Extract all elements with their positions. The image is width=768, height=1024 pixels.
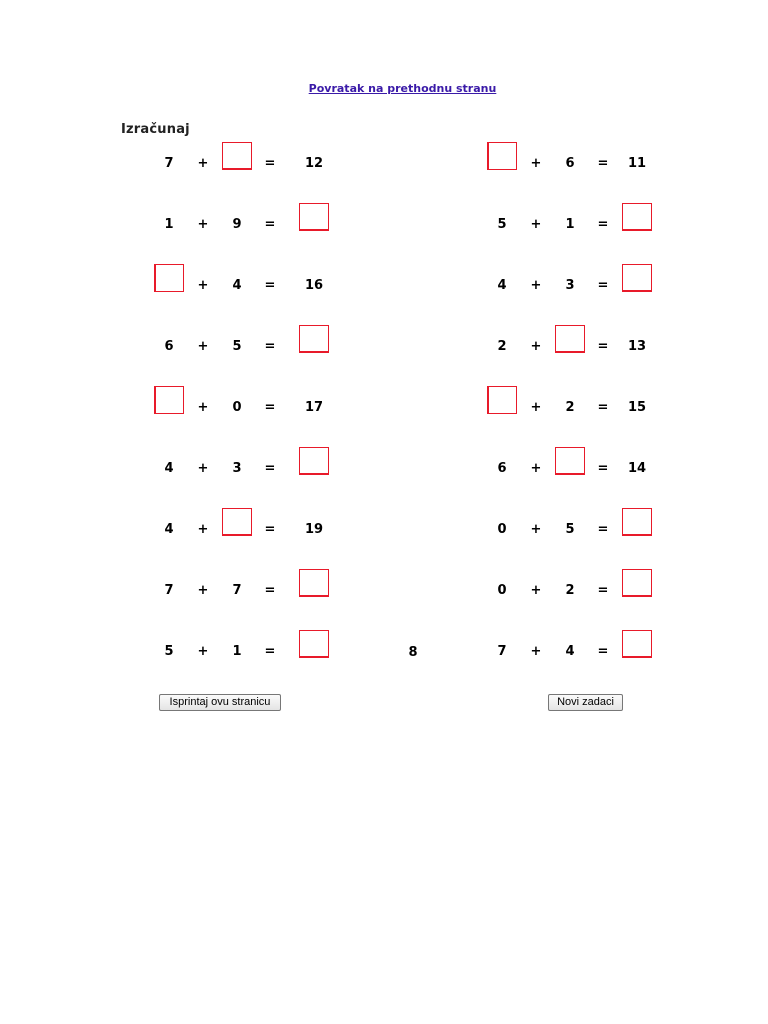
equals-sign: = [597, 217, 609, 232]
first-addend: 6 [497, 461, 507, 476]
sum: 19 [304, 522, 324, 537]
first-addend: 4 [164, 461, 174, 476]
equals-sign: = [264, 400, 276, 415]
answer-box-first-addend[interactable] [487, 386, 517, 414]
equals-sign: = [264, 522, 276, 537]
first-addend: 4 [164, 522, 174, 537]
first-addend: 4 [497, 278, 507, 293]
plus-sign: + [197, 217, 209, 232]
answer-box-sum[interactable] [299, 203, 329, 231]
answer-box-sum[interactable] [299, 447, 329, 475]
sum: 15 [627, 400, 647, 415]
equals-sign: = [597, 583, 609, 598]
equals-sign: = [597, 522, 609, 537]
print-button[interactable]: Isprintaj ovu stranicu [159, 694, 281, 711]
first-addend: 5 [497, 217, 507, 232]
answer-box-first-addend[interactable] [487, 142, 517, 170]
sum: 11 [627, 156, 647, 171]
plus-sign: + [197, 461, 209, 476]
plus-sign: + [197, 156, 209, 171]
sum: 13 [627, 339, 647, 354]
second-addend: 2 [565, 400, 575, 415]
equals-sign: = [264, 644, 276, 659]
answer-box-sum[interactable] [622, 508, 652, 536]
equals-sign: = [264, 583, 276, 598]
plus-sign: + [530, 278, 542, 293]
answer-box-first-addend[interactable] [154, 264, 184, 292]
plus-sign: + [530, 583, 542, 598]
answer-box-first-addend[interactable] [154, 386, 184, 414]
worksheet-heading: Izračunaj [121, 122, 190, 137]
first-addend: 7 [164, 583, 174, 598]
second-addend: 3 [232, 461, 242, 476]
first-addend: 0 [497, 522, 507, 537]
first-addend: 7 [497, 644, 507, 659]
answer-box-sum[interactable] [299, 569, 329, 597]
second-addend: 5 [232, 339, 242, 354]
answer-box-sum[interactable] [622, 203, 652, 231]
second-addend: 1 [232, 644, 242, 659]
answer-box-sum[interactable] [299, 630, 329, 658]
second-addend: 1 [565, 217, 575, 232]
second-addend: 0 [232, 400, 242, 415]
equals-sign: = [597, 461, 609, 476]
equals-sign: = [264, 339, 276, 354]
second-addend: 3 [565, 278, 575, 293]
second-addend: 2 [565, 583, 575, 598]
second-addend: 4 [232, 278, 242, 293]
sum: 14 [627, 461, 647, 476]
second-addend: 4 [565, 644, 575, 659]
plus-sign: + [530, 217, 542, 232]
first-addend: 2 [497, 339, 507, 354]
equals-sign: = [264, 217, 276, 232]
plus-sign: + [530, 522, 542, 537]
plus-sign: + [530, 461, 542, 476]
answer-box-sum[interactable] [299, 325, 329, 353]
equals-sign: = [597, 644, 609, 659]
stray-number: 8 [408, 645, 418, 660]
plus-sign: + [197, 644, 209, 659]
answer-box-second-addend[interactable] [555, 325, 585, 353]
plus-sign: + [197, 339, 209, 354]
plus-sign: + [197, 278, 209, 293]
equals-sign: = [264, 461, 276, 476]
plus-sign: + [530, 644, 542, 659]
plus-sign: + [197, 522, 209, 537]
equals-sign: = [264, 156, 276, 171]
second-addend: 7 [232, 583, 242, 598]
plus-sign: + [197, 583, 209, 598]
new-tasks-button[interactable]: Novi zadaci [548, 694, 623, 711]
second-addend: 9 [232, 217, 242, 232]
plus-sign: + [530, 400, 542, 415]
answer-box-sum[interactable] [622, 569, 652, 597]
sum: 16 [304, 278, 324, 293]
plus-sign: + [530, 339, 542, 354]
sum: 17 [304, 400, 324, 415]
first-addend: 1 [164, 217, 174, 232]
equals-sign: = [264, 278, 276, 293]
second-addend: 6 [565, 156, 575, 171]
first-addend: 6 [164, 339, 174, 354]
second-addend: 5 [565, 522, 575, 537]
answer-box-second-addend[interactable] [222, 508, 252, 536]
answer-box-second-addend[interactable] [555, 447, 585, 475]
equals-sign: = [597, 156, 609, 171]
first-addend: 0 [497, 583, 507, 598]
back-link[interactable]: Povratak na prethodnu stranu [308, 82, 497, 95]
answer-box-second-addend[interactable] [222, 142, 252, 170]
answer-box-sum[interactable] [622, 630, 652, 658]
equals-sign: = [597, 278, 609, 293]
plus-sign: + [197, 400, 209, 415]
plus-sign: + [530, 156, 542, 171]
equals-sign: = [597, 339, 609, 354]
equals-sign: = [597, 400, 609, 415]
first-addend: 5 [164, 644, 174, 659]
answer-box-sum[interactable] [622, 264, 652, 292]
sum: 12 [304, 156, 324, 171]
first-addend: 7 [164, 156, 174, 171]
